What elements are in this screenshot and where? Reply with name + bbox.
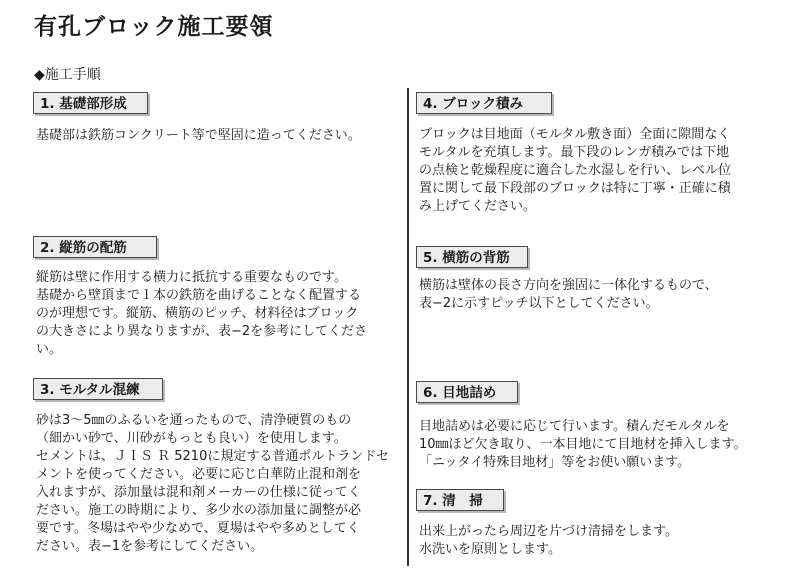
step-6-text: 目地詰めは必要に応じて行います。積んだモルタルを 10㎜ほど欠き取り、一本目地にて目地材を挿入します。 「ニッタイ特殊目地材」等をお使い願います。 [419, 419, 747, 470]
step-7-text: 出来上がったら周辺を片づけ清掃をします。 水洗いを原則とします。 [419, 524, 678, 557]
step-7-label: 7. 清 掃 [416, 489, 504, 511]
step-4-text: ブロックは目地面（モルタル敷き面）全面に隙間なく モルタルを充填します。最下段のレンガ積みでは下地 の点検と乾燥程度に適合した水湿しを行い、レベル位 置に関して最下段部のブロックは特に丁寧・正確に積 み上げてください。 [419, 127, 732, 214]
step-2-label: 2. 縦筋の配筋 [33, 236, 157, 258]
step-6-label: 6. 目地詰め [416, 381, 518, 403]
page-title: 有孔ブロック施工要領 [34, 14, 274, 40]
section-heading: ◆施工手順 [34, 67, 101, 83]
step-1-text: 基礎部は鉄筋コンクリート等で堅固に造ってください。 [36, 128, 361, 143]
step-4-label: 4. ブロック積み [416, 92, 552, 114]
step-1-label: 1. 基礎部形成 [33, 92, 148, 114]
step-3-text: 砂は3〜5㎜のふるいを通ったもので、清浄硬質のもの （細かい砂で、川砂がもっとも良い）を使用します。 セメントは、ＪＩＳ Ｒ 5210に規定する普通ポルトランドセ メントを使ってください。必要に応じ白華防止混和剤を 入れますが、添加量は混和剤メーカーの仕様に従ってく ださい。施工の時期により、多少水の添加量に調整が必 要です。冬場はやや少なめで、夏場はやや多めとしてく ださい。表−1を参考にしてください。 [36, 413, 389, 554]
step-5-text: 横筋は壁体の長さ方向を強固に一体化するもので、 表−2に示すピッチ以下としてください。 [419, 278, 718, 311]
step-3-label: 3. モルタル混練 [33, 378, 163, 400]
step-2-text: 縦筋は壁に作用する横力に抵抗する重要なものです。 基礎から壁頂まで１本の鉄筋を曲げることなく配置する のが理想です。縦筋、横筋のピッチ、材料径はブロック の大きさにより異なりますが、表−2を参考にしてくださ い。 [36, 270, 368, 357]
column-divider [407, 88, 409, 566]
step-5-label: 5. 横筋の背筋 [416, 246, 528, 268]
